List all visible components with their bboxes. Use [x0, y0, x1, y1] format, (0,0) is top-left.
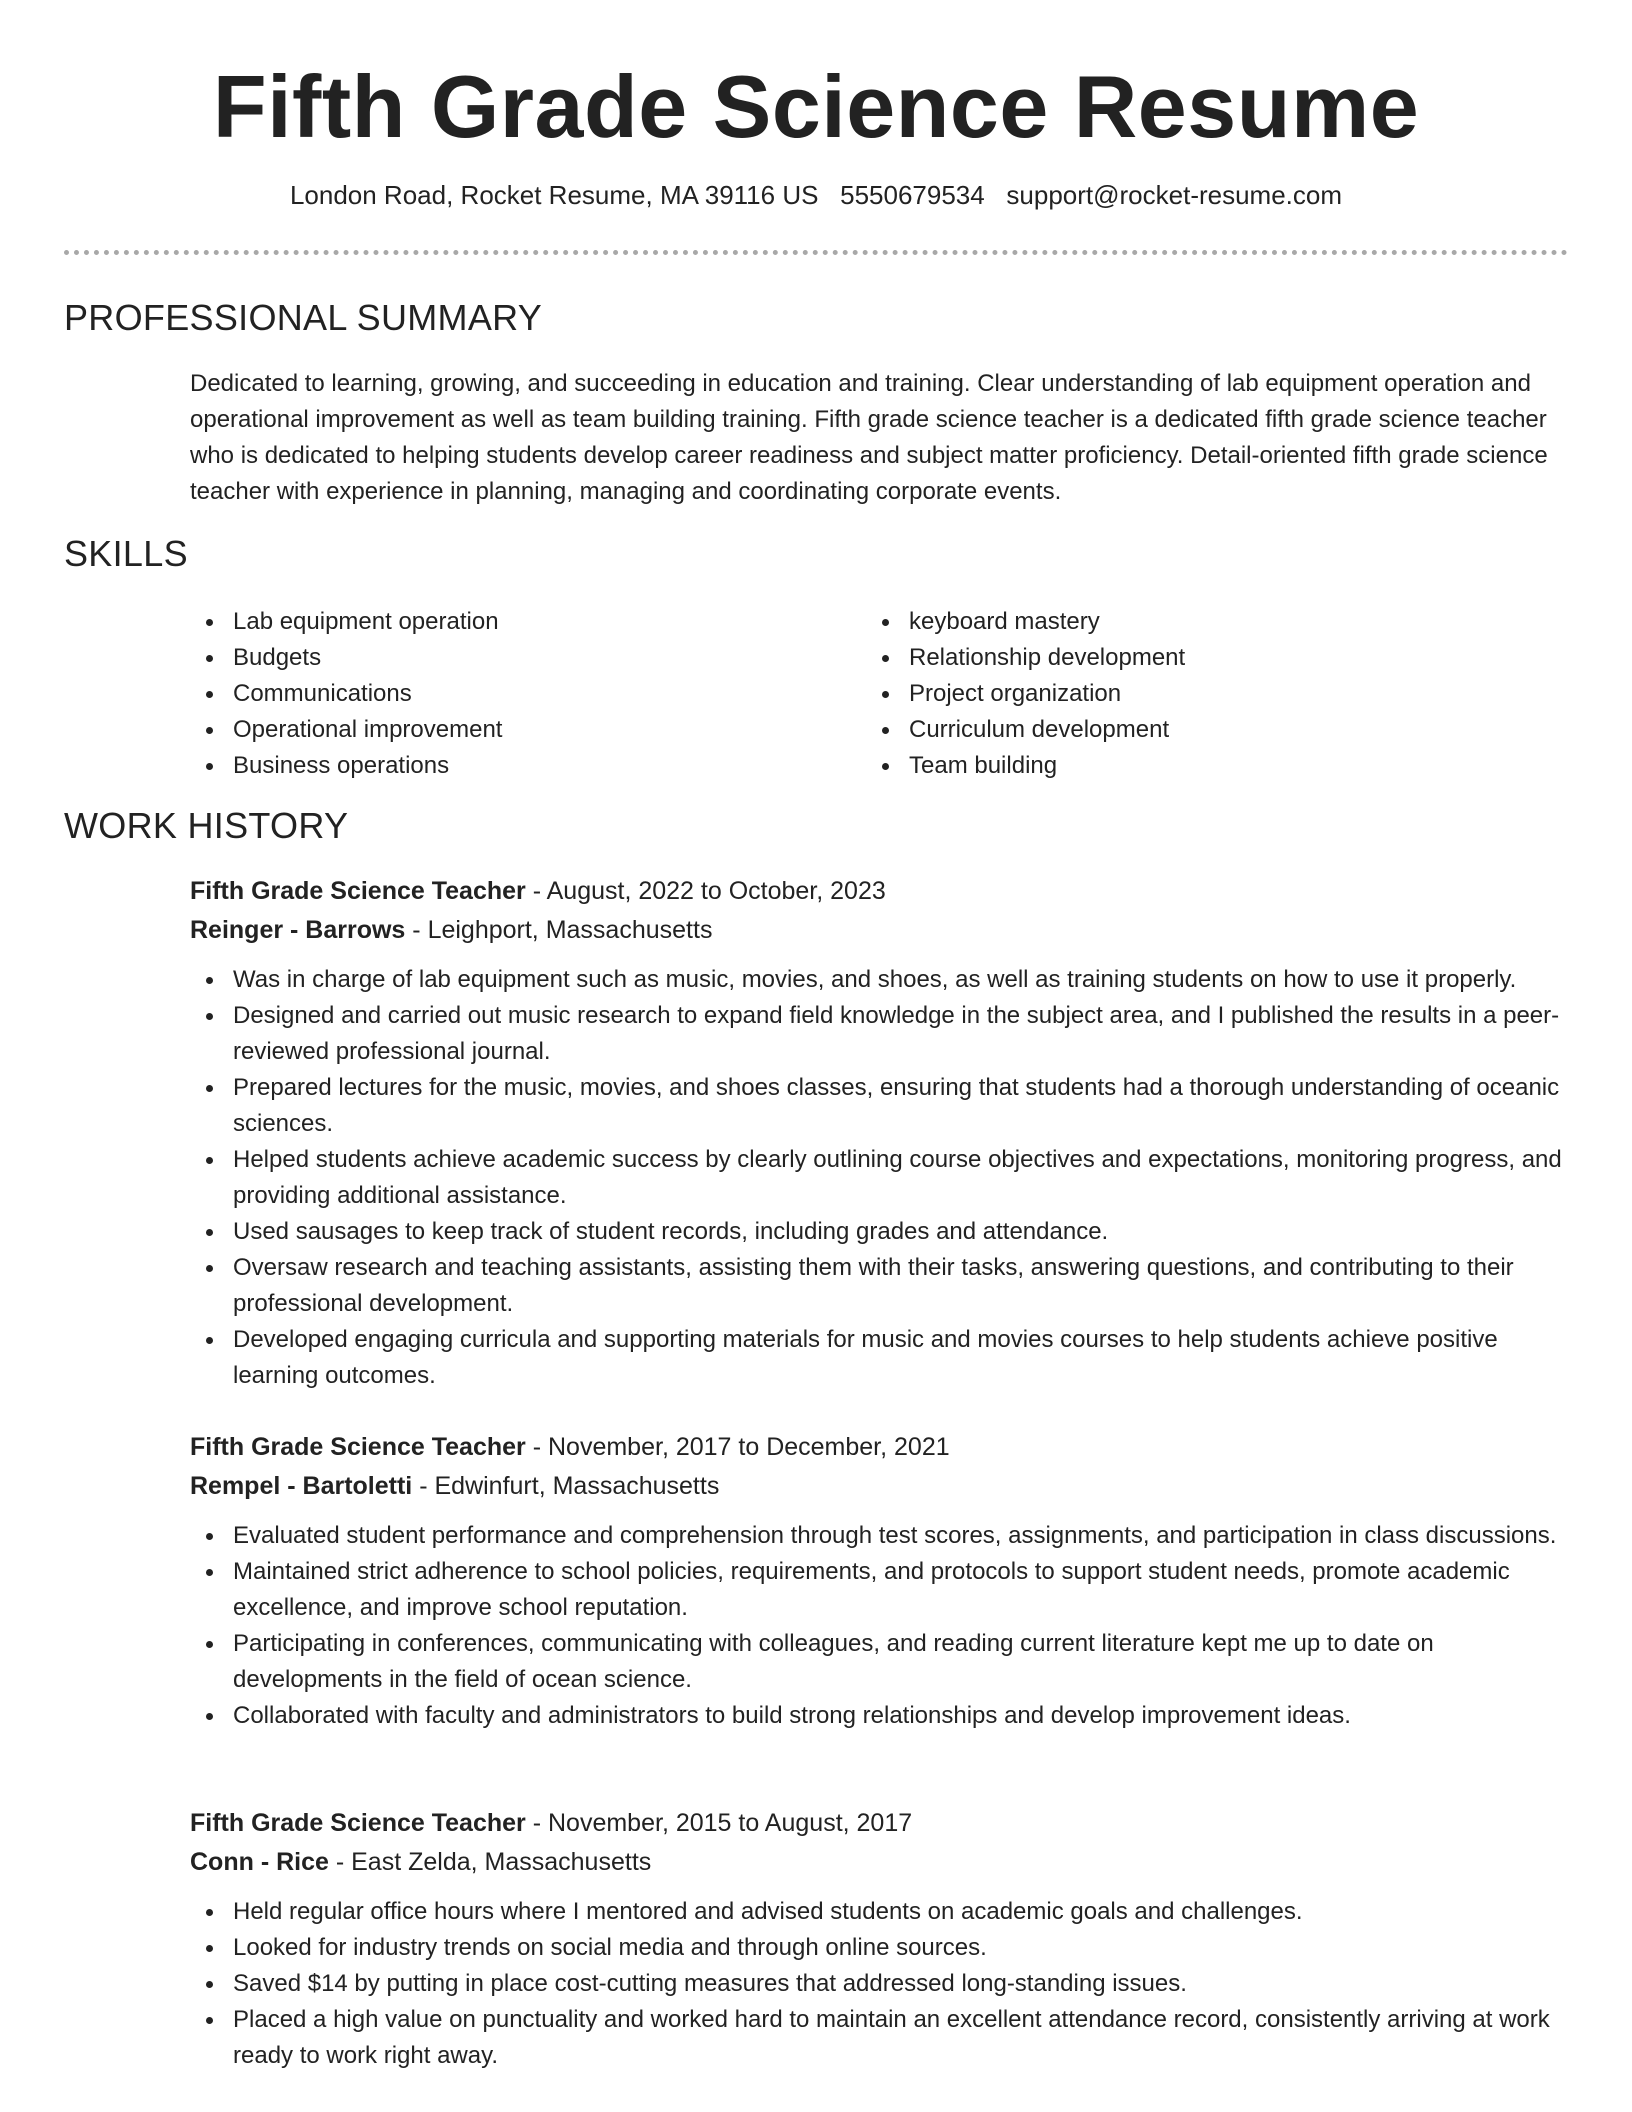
job-title-line: Fifth Grade Science Teacher - November, 2015 to August, 2017 [190, 1809, 913, 1837]
job-bullet: Was in charge of lab equipment such as music, movies, and shoes, as well as training students on how to use it properly. [190, 962, 1580, 998]
job-bullet: Helped students achieve academic success by clearly outlining course objectives and expectations, monitoring progress, and providing additional assistance. [190, 1142, 1580, 1214]
skill-item: Budgets [190, 640, 810, 676]
job-bullet: Maintained strict adherence to school policies, requirements, and protocols to support student needs, promote academic excellence, and improve school reputation. [190, 1554, 1580, 1626]
job-bullet: Participating in conferences, communicating with colleagues, and reading current literature kept me up to date on developments in the field of ocean science. [190, 1626, 1580, 1698]
job-dates: November, 2015 to August, 2017 [548, 1809, 913, 1837]
job-dates: August, 2022 to October, 2023 [546, 877, 886, 905]
job-dates: November, 2017 to December, 2021 [548, 1433, 950, 1461]
contact-address: London Road, Rocket Resume, MA 39116 US [289, 180, 819, 210]
skill-item: Lab equipment operation [190, 604, 810, 640]
job-bullet: Designed and carried out music research to expand field knowledge in the subject area, and I published the results in a peer-reviewed professional journal. [190, 998, 1580, 1070]
job-title-line: Fifth Grade Science Teacher - August, 2022 to October, 2023 [190, 877, 886, 905]
job-bullet: Collaborated with faculty and administrators to build strong relationships and develop improvement ideas. [190, 1698, 1580, 1734]
summary-heading: PROFESSIONAL SUMMARY [64, 297, 543, 338]
job-bullet: Developed engaging curricula and supporting materials for music and movies courses to help students achieve positive learning outcomes. [190, 1322, 1580, 1394]
skill-item: Communications [190, 676, 810, 712]
job-entry [190, 1804, 1580, 2074]
contact-line [0, 180, 1632, 211]
job-title: Fifth Grade Science Teacher [190, 877, 526, 905]
skills-heading: SKILLS [64, 533, 188, 574]
skill-item: Team building [866, 748, 1486, 784]
job-company-line: Reinger - Barrows - Leighport, Massachusetts [190, 916, 713, 944]
job-title-line: Fifth Grade Science Teacher - November, 2017 to December, 2021 [190, 1433, 950, 1461]
job-entry [190, 872, 1580, 1394]
resume-title: Fifth Grade Science Resume [212, 57, 1420, 156]
skill-item: Business operations [190, 748, 810, 784]
job-company: Reinger - Barrows [190, 916, 406, 944]
job-title: Fifth Grade Science Teacher [190, 1433, 526, 1461]
job-bullet: Saved $14 by putting in place cost-cutting measures that addressed long-standing issues. [190, 1966, 1580, 2002]
job-title: Fifth Grade Science Teacher [190, 1809, 526, 1837]
job-bullet: Placed a high value on punctuality and worked hard to maintain an excellent attendance record, consistently arriving at work ready to work right away. [190, 2002, 1580, 2074]
skill-item: keyboard mastery [866, 604, 1486, 640]
job-bullet: Used sausages to keep track of student records, including grades and attendance. [190, 1214, 1580, 1250]
header-divider [64, 250, 1568, 255]
contact-email: support@rocket-resume.com [1006, 180, 1343, 210]
skills-list-right [866, 604, 1486, 784]
job-company-line: Rempel - Bartoletti - Edwinfurt, Massachusetts [190, 1472, 720, 1500]
job-location: Edwinfurt, Massachusetts [434, 1472, 720, 1500]
work-history-heading: WORK HISTORY [64, 805, 349, 846]
job-bullets [190, 1894, 1580, 2074]
job-bullet: Held regular office hours where I mentored and advised students on academic goals and challenges. [190, 1894, 1580, 1930]
job-bullet: Oversaw research and teaching assistants, assisting them with their tasks, answering questions, and contributing to their professional development. [190, 1250, 1580, 1322]
job-location: Leighport, Massachusetts [427, 916, 713, 944]
job-bullet: Looked for industry trends on social media and through online sources. [190, 1930, 1580, 1966]
job-company: Conn - Rice [190, 1848, 329, 1876]
skill-item: Curriculum development [866, 712, 1486, 748]
summary-text: Dedicated to learning, growing, and succeeding in education and training. Clear understanding of lab equipment operation and operational improvement as well as team building training. Fifth grade science teacher is a dedicated fifth grade science teacher who is dedicated to helping students develop career readiness and subject matter proficiency. Detail-oriented fifth grade science teacher with experience in planning, managing and coordinating corporate events. [190, 370, 1548, 505]
job-entry [190, 1428, 1580, 1734]
skill-item: Operational improvement [190, 712, 810, 748]
job-bullets [190, 1518, 1580, 1734]
job-bullet: Evaluated student performance and comprehension through test scores, assignments, and participation in class discussions. [190, 1518, 1580, 1554]
job-location: East Zelda, Massachusetts [351, 1848, 652, 1876]
contact-phone: 5550679534 [840, 180, 985, 210]
job-bullets [190, 962, 1580, 1394]
skill-item: Relationship development [866, 640, 1486, 676]
job-company-line: Conn - Rice - East Zelda, Massachusetts [190, 1848, 652, 1876]
skill-item: Project organization [866, 676, 1486, 712]
job-bullet: Prepared lectures for the music, movies, and shoes classes, ensuring that students had a thorough understanding of oceanic sciences. [190, 1070, 1580, 1142]
skills-list-left [190, 604, 810, 784]
job-company: Rempel - Bartoletti [190, 1472, 413, 1500]
